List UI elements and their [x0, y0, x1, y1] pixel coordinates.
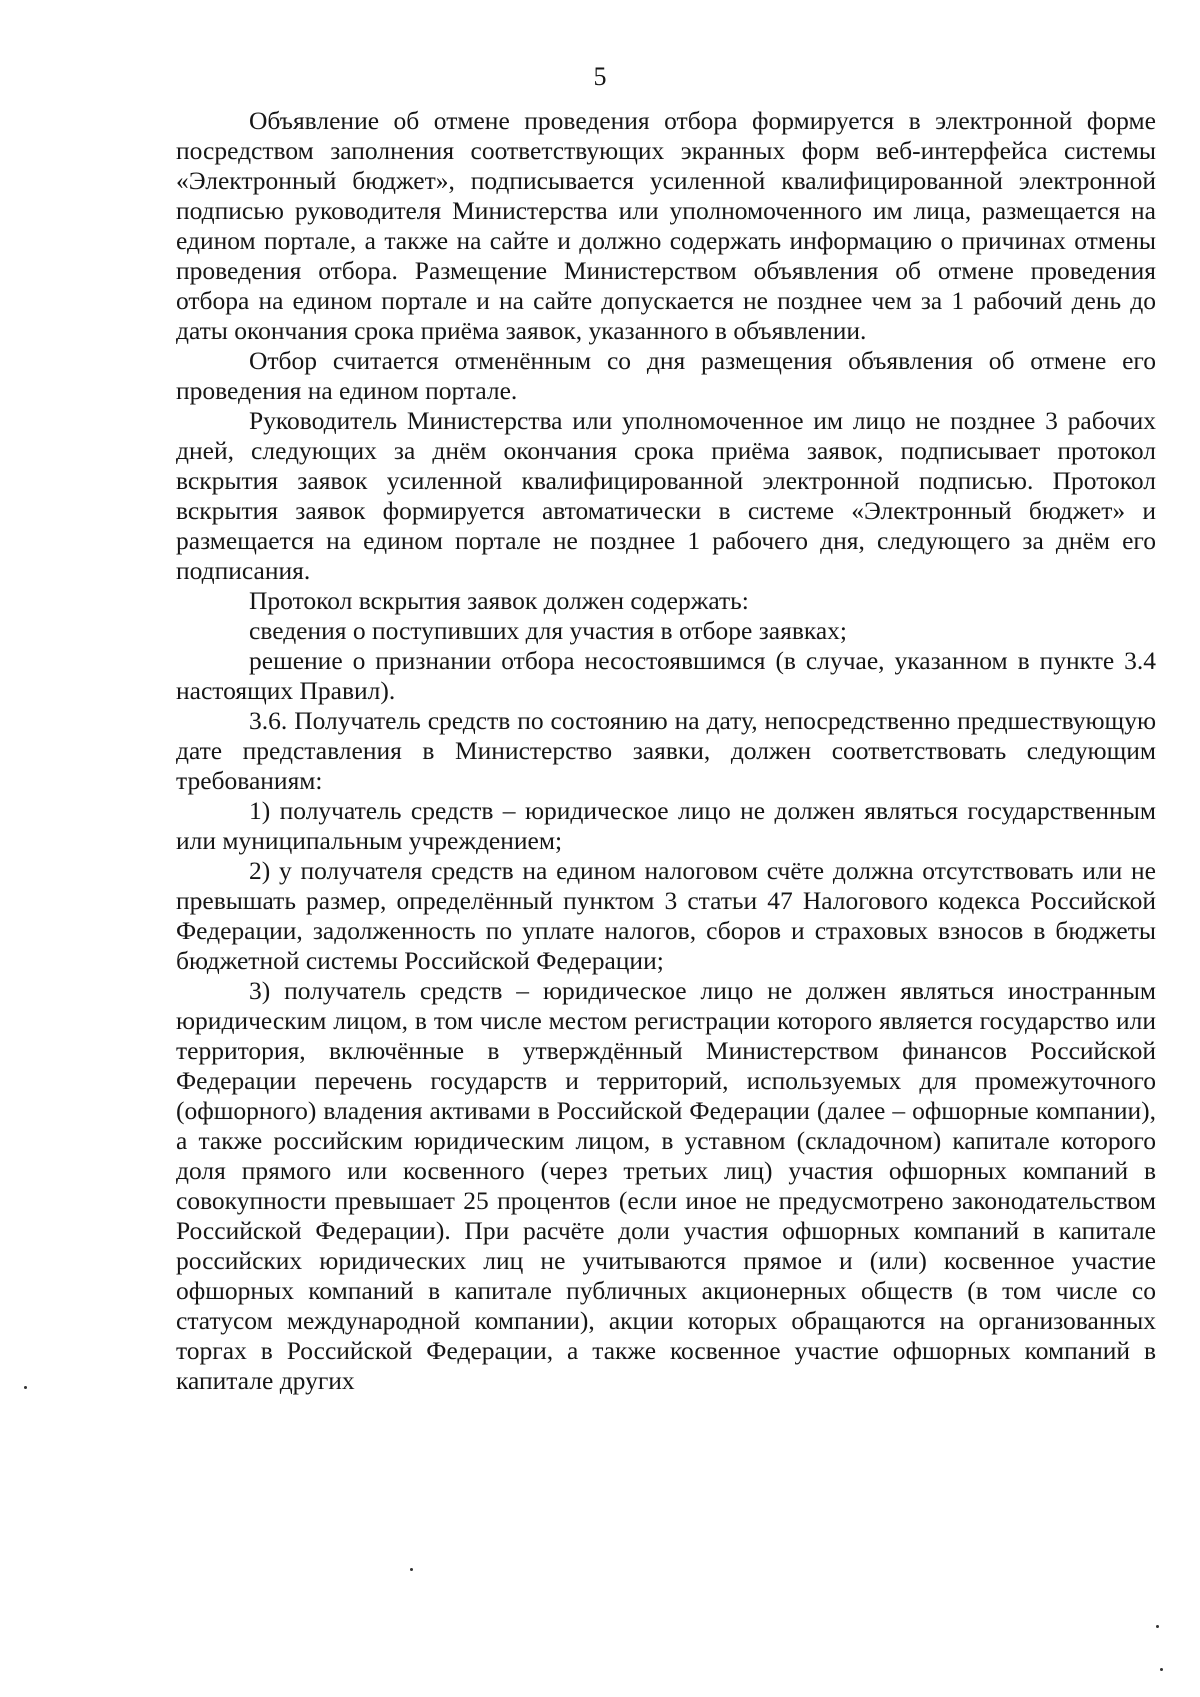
paragraph-opening-protocol: Руководитель Министерства или уполномоченное им лицо не позднее 3 рабочих дней, следующих за днём окончания срока приёма заявок, подписывает протокол вскрытия заявок усиленной квалифицированной электронной подписью. Протокол вскрытия заявок формируется автоматически в системе «Электронный бюджет» и размещается на едином портале не позднее 1 рабочего дня, следующего за днём его подписания.	[176, 406, 1156, 585]
scan-speck	[410, 1568, 413, 1571]
paragraph-requirement-2: 2) у получателя средств на едином налоговом счёте должна отсутствовать или не превышать размер, определённый пунктом 3 статьи 47 Налогового кодекса Российской Федерации, задолженность по уплате налогов, сборов и страховых взносов в бюджеты бюджетной системы Российской Федерации;	[176, 856, 1156, 975]
paragraph-failed-selection: решение о признании отбора несостоявшимся (в случае, указанном в пункте 3.4 настоящих Правил).	[176, 646, 1156, 705]
paragraph-applications-info: сведения о поступивших для участия в отборе заявках;	[249, 616, 848, 645]
page-number: 5	[593, 62, 607, 91]
paragraph-selection-cancelled: Отбор считается отменённым со дня размещения объявления об отмене его проведения на едином портале.	[176, 346, 1156, 405]
scan-speck	[1160, 1668, 1163, 1671]
paragraph-requirement-1: 1) получатель средств – юридическое лицо не должен являться государственным или муниципальным учреждением;	[176, 796, 1156, 855]
paragraph-section-3-6: 3.6. Получатель средств по состоянию на дату, непосредственно предшествующую дате представления в Министерство заявки, должен соответствовать следующим требованиям:	[176, 706, 1156, 795]
paragraph-cancellation-announcement: Объявление об отмене проведения отбора формируется в электронной форме посредством заполнения соответствующих экранных форм веб-интерфейса системы «Электронный бюджет», подписывается усиленной квалифицированной электронной подписью руководителя Министерства или уполномоченного им лица, размещается на едином портале, а также на сайте и должно содержать информацию о причинах отмены проведения отбора. Размещение Министерством объявления об отмене проведения отбора на едином портале и на сайте допускается не позднее чем за 1 рабочий день до даты окончания срока приёма заявок, указанного в объявлении.	[176, 106, 1156, 345]
paragraph-requirement-3: 3) получатель средств – юридическое лицо не должен являться иностранным юридическим лицом, в том числе местом регистрации которого является государство или территория, включённые в утверждённый Министерством финансов Российской Федерации перечень государств и территорий, используемых для промежуточного (офшорного) владения активами в Российской Федерации (далее – офшорные компании), а также российским юридическим лицом, в уставном (складочном) капитале которого доля прямого или косвенного (через третьих лиц) участия офшорных компаний в совокупности превышает 25 процентов (если иное не предусмотрено законодательством Российской Федерации). При расчёте доли участия офшорных компаний в капитале российских юридических лиц не учитываются прямое и (или) косвенное участие офшорных компаний в капитале публичных акционерных обществ (в том числе со статусом международной компании), акции которых обращаются на организованных торгах в Российской Федерации, а также косвенное участие офшорных компаний в капитале других	[176, 976, 1156, 1395]
document-body	[176, 106, 1156, 1396]
scan-speck	[24, 1386, 27, 1389]
paragraph-protocol-contents: Протокол вскрытия заявок должен содержать:	[249, 586, 749, 615]
scan-speck	[1156, 1625, 1159, 1628]
